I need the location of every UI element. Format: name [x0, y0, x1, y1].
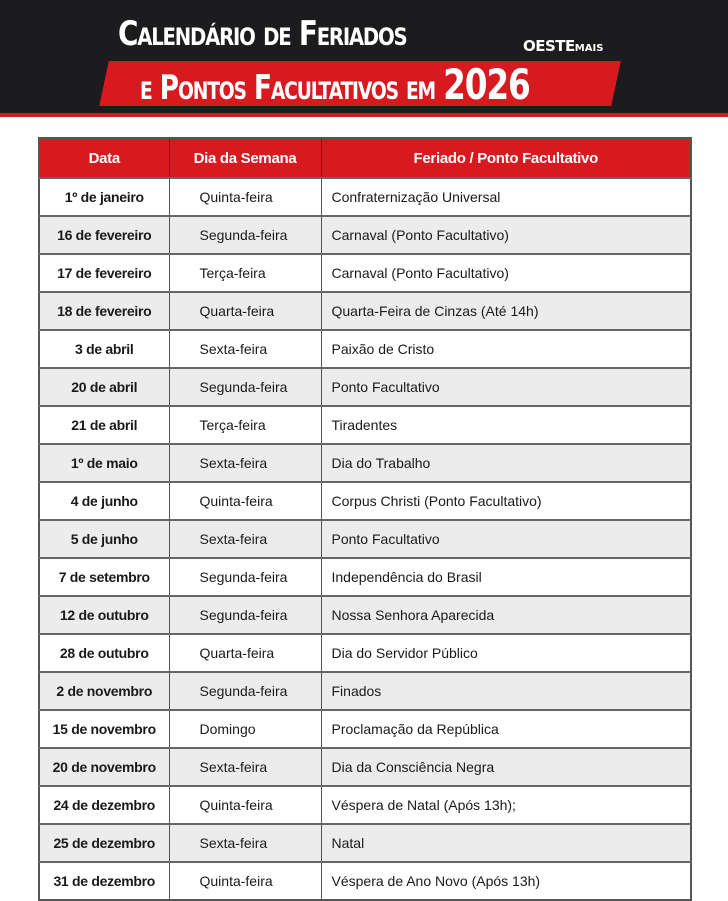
holiday-weekday: Sexta-feira — [169, 748, 321, 786]
holiday-name: Carnaval (Ponto Facultativo) — [321, 254, 691, 292]
holiday-name: Dia da Consciência Negra — [321, 748, 691, 786]
holiday-weekday: Sexta-feira — [169, 330, 321, 368]
holiday-date: 20 de abril — [39, 368, 169, 406]
holiday-name: Tiradentes — [321, 406, 691, 444]
brand-logo — [523, 37, 603, 55]
table-row — [39, 862, 691, 900]
holiday-name: Proclamação da República — [321, 710, 691, 748]
accent-stripe — [0, 113, 728, 117]
holiday-name: Dia do Trabalho — [321, 444, 691, 482]
brand-main: OESTE — [523, 37, 575, 55]
holiday-weekday: Sexta-feira — [169, 444, 321, 482]
holiday-table — [38, 137, 692, 901]
holiday-name: Finados — [321, 672, 691, 710]
holiday-date: 1º de maio — [39, 444, 169, 482]
holiday-date: 21 de abril — [39, 406, 169, 444]
holiday-weekday: Segunda-feira — [169, 672, 321, 710]
holiday-date: 17 de fevereiro — [39, 254, 169, 292]
table-row — [39, 330, 691, 368]
column-header-holiday: Feriado / Ponto Facultativo — [321, 138, 691, 178]
table-row — [39, 634, 691, 672]
holiday-name: Ponto Facultativo — [321, 520, 691, 558]
table-row — [39, 368, 691, 406]
holiday-weekday: Segunda-feira — [169, 216, 321, 254]
table-header-row — [39, 138, 691, 178]
holiday-weekday: Terça-feira — [169, 406, 321, 444]
column-header-date: Data — [39, 138, 169, 178]
holiday-weekday: Domingo — [169, 710, 321, 748]
holiday-name: Véspera de Natal (Após 13h); — [321, 786, 691, 824]
holiday-date: 18 de fevereiro — [39, 292, 169, 330]
table-row — [39, 824, 691, 862]
holiday-name: Natal — [321, 824, 691, 862]
holiday-date: 24 de dezembro — [39, 786, 169, 824]
holiday-weekday: Sexta-feira — [169, 824, 321, 862]
holiday-date: 15 de novembro — [39, 710, 169, 748]
table-row — [39, 748, 691, 786]
table-row — [39, 444, 691, 482]
holiday-date: 20 de novembro — [39, 748, 169, 786]
holiday-name: Quarta-Feira de Cinzas (Até 14h) — [321, 292, 691, 330]
holiday-weekday: Terça-feira — [169, 254, 321, 292]
holiday-date: 2 de novembro — [39, 672, 169, 710]
holiday-date: 5 de junho — [39, 520, 169, 558]
holiday-weekday: Segunda-feira — [169, 368, 321, 406]
holiday-date: 1º de janeiro — [39, 178, 169, 216]
holiday-weekday: Quarta-feira — [169, 634, 321, 672]
table-row — [39, 520, 691, 558]
holiday-date: 28 de outubro — [39, 634, 169, 672]
holiday-name: Paixão de Cristo — [321, 330, 691, 368]
holiday-weekday: Quarta-feira — [169, 292, 321, 330]
column-header-weekday: Dia da Semana — [169, 138, 321, 178]
table-row — [39, 254, 691, 292]
table-row — [39, 406, 691, 444]
holiday-date: 12 de outubro — [39, 596, 169, 634]
page-title-line1: Calendário de Feriados — [118, 14, 407, 54]
table-row — [39, 482, 691, 520]
table-row — [39, 216, 691, 254]
holiday-weekday: Sexta-feira — [169, 520, 321, 558]
holiday-name: Dia do Servidor Público — [321, 634, 691, 672]
holiday-name: Nossa Senhora Aparecida — [321, 596, 691, 634]
title-prefix: e Pontos Facultativos em — [140, 68, 436, 108]
holiday-date: 16 de fevereiro — [39, 216, 169, 254]
table-row — [39, 558, 691, 596]
table-row — [39, 672, 691, 710]
holiday-weekday: Quinta-feira — [169, 482, 321, 520]
table-row — [39, 710, 691, 748]
page-title-line2 — [140, 60, 530, 109]
holiday-weekday: Segunda-feira — [169, 596, 321, 634]
holiday-date: 4 de junho — [39, 482, 169, 520]
holiday-weekday: Segunda-feira — [169, 558, 321, 596]
brand-suffix: MAIS — [574, 43, 604, 54]
holiday-weekday: Quinta-feira — [169, 862, 321, 900]
holiday-name: Corpus Christi (Ponto Facultativo) — [321, 482, 691, 520]
table-row — [39, 178, 691, 216]
holiday-date: 3 de abril — [39, 330, 169, 368]
holiday-weekday: Quinta-feira — [169, 786, 321, 824]
table-row — [39, 786, 691, 824]
holiday-name: Independência do Brasil — [321, 558, 691, 596]
holiday-name: Confraternização Universal — [321, 178, 691, 216]
holiday-date: 7 de setembro — [39, 558, 169, 596]
holiday-name: Carnaval (Ponto Facultativo) — [321, 216, 691, 254]
holiday-weekday: Quinta-feira — [169, 178, 321, 216]
table-row — [39, 292, 691, 330]
holiday-name: Ponto Facultativo — [321, 368, 691, 406]
holiday-name: Véspera de Ano Novo (Após 13h) — [321, 862, 691, 900]
title-year: 2026 — [443, 60, 530, 109]
holiday-date: 25 de dezembro — [39, 824, 169, 862]
holiday-date: 31 de dezembro — [39, 862, 169, 900]
table-row — [39, 596, 691, 634]
